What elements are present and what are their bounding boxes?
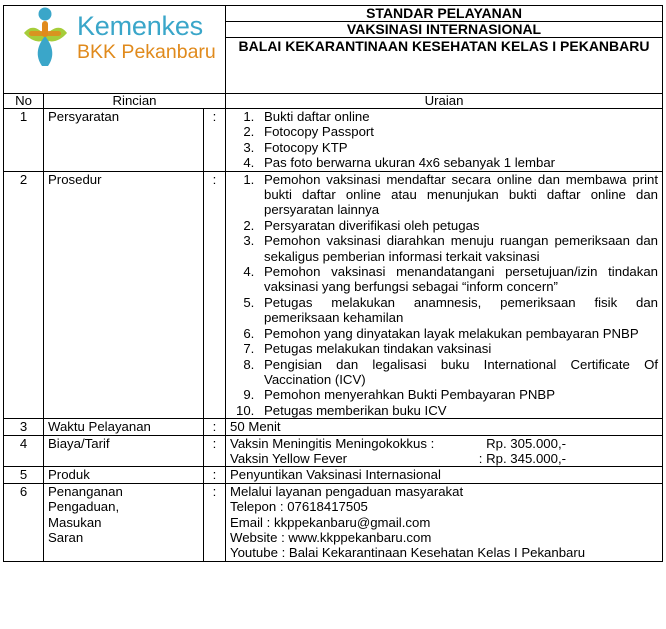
row-label — [44, 483, 204, 561]
document-subtitle: VAKSINASI INTERNASIONAL — [226, 22, 663, 38]
row-number: 4 — [4, 435, 44, 467]
fee-price: Rp. 345.000,- — [486, 450, 567, 466]
logo-name: Kemenkes — [77, 11, 203, 41]
row-waktu — [4, 419, 663, 435]
label-line: Saran — [48, 529, 84, 545]
column-header-rincian: Rincian — [44, 94, 226, 109]
row-number: 6 — [4, 483, 44, 561]
label-line: Penanganan — [48, 483, 123, 499]
row-value — [226, 435, 663, 467]
fee-separator: : — [478, 450, 483, 466]
row-value: 50 Menit — [226, 419, 663, 435]
row-value: Penyuntikan Vaksinasi Internasional — [226, 467, 663, 483]
contact-email: Email : kkppekanbaru@gmail.com — [230, 514, 431, 530]
row-label: Prosedur — [44, 171, 204, 419]
list-item: 3. Pemohon vaksinasi diarahkan menuju ruangan pemeriksaan dan sekaligus pemberian informasi terkait vaksinasi — [258, 233, 658, 264]
row-value — [226, 483, 663, 561]
list-item: 2. Fotocopy Passport — [258, 124, 658, 139]
contact-website: Website : www.kkppekanbaru.com — [230, 529, 432, 545]
row-separator: : — [204, 467, 226, 483]
row-separator: : — [204, 419, 226, 435]
organization-name: BALAI KEKARANTINAAN KESEHATAN KELAS I PEKANBARU — [226, 38, 663, 94]
list-item: 5. Petugas melakukan anamnesis, pemeriksaan fisik dan pemeriksaan kehamilan — [258, 295, 658, 326]
row-number: 3 — [4, 419, 44, 435]
logo-subtitle: BKK Pekanbaru — [77, 41, 216, 63]
row-biaya — [4, 435, 663, 467]
fee-line — [230, 451, 566, 466]
label-line: Masukan — [48, 514, 102, 530]
row-value — [226, 171, 663, 419]
list-item: 4. Pas foto berwarna ukuran 4x6 sebanyak 1 lembar — [258, 155, 658, 170]
procedure-list — [230, 172, 658, 419]
row-persyaratan — [4, 109, 663, 172]
list-item: 9. Pemohon menyerahkan Bukti Pembayaran PNBP — [258, 387, 658, 402]
row-separator: : — [204, 483, 226, 561]
row-separator: : — [204, 171, 226, 419]
row-separator: : — [204, 109, 226, 172]
label-line: Pengaduan, — [48, 499, 120, 515]
list-item: 3. Fotocopy KTP — [258, 140, 658, 155]
row-label: Biaya/Tarif — [44, 435, 204, 467]
list-item: 10. Petugas memberikan buku ICV — [258, 403, 658, 418]
column-header-uraian: Uraian — [226, 94, 663, 109]
list-item: 1. Bukti daftar online — [258, 109, 658, 124]
row-label: Waktu Pelayanan — [44, 419, 204, 435]
requirements-list — [230, 109, 658, 171]
row-label: Persyaratan — [44, 109, 204, 172]
row-separator: : — [204, 435, 226, 467]
fee-label: Vaksin Meningitis Meningokokkus — [230, 435, 427, 451]
contact-phone: Telepon : 07618417505 — [230, 499, 368, 515]
column-header-row — [4, 94, 663, 109]
fee-name — [230, 436, 434, 451]
complaint-channel: Melalui layanan pengaduan masyarakat — [230, 483, 464, 499]
contact-youtube: Youtube : Balai Kekarantinaan Kesehatan Kelas I Pekanbaru — [230, 545, 586, 561]
fee-price: Rp. 305.000,- — [486, 435, 567, 451]
column-header-no: No — [4, 94, 44, 109]
list-item: 2. Persyaratan diverifikasi oleh petugas — [258, 218, 658, 233]
fee-price-group — [479, 451, 566, 466]
fee-label: Vaksin Yellow Fever — [230, 450, 348, 466]
row-prosedur — [4, 171, 663, 419]
fee-name — [230, 451, 347, 466]
row-number: 5 — [4, 467, 44, 483]
row-number: 1 — [4, 109, 44, 172]
list-item: 7. Petugas melakukan tindakan vaksinasi — [258, 341, 658, 356]
header-row-1 — [4, 6, 663, 22]
list-item: 8. Pengisian dan legalisasi buku International Certificate Of Vaccination (ICV) — [258, 357, 658, 388]
row-pengaduan — [4, 483, 663, 561]
logo-cell — [4, 6, 226, 94]
list-item: 4. Pemohon vaksinasi menandatangani persetujuan/izin tindakan vaksinasi yang berfungsi sebagai “inform concern” — [258, 264, 658, 295]
kemenkes-logo — [8, 6, 221, 68]
service-standard-table — [3, 5, 663, 562]
row-label: Produk — [44, 467, 204, 483]
fee-line — [230, 436, 566, 451]
document-title: STANDAR PELAYANAN — [226, 6, 663, 22]
fee-separator: : — [430, 435, 435, 451]
row-produk — [4, 467, 663, 483]
kemenkes-emblem-icon — [20, 6, 70, 68]
list-item: 1. Pemohon vaksinasi mendaftar secara online dan membawa print bukti daftar online atau menunjukan bukti daftar online dan persyaratan lainnya — [258, 172, 658, 218]
row-number: 2 — [4, 171, 44, 419]
list-item: 6. Pemohon yang dinyatakan layak melakukan pembayaran PNBP — [258, 326, 658, 341]
row-value — [226, 109, 663, 172]
